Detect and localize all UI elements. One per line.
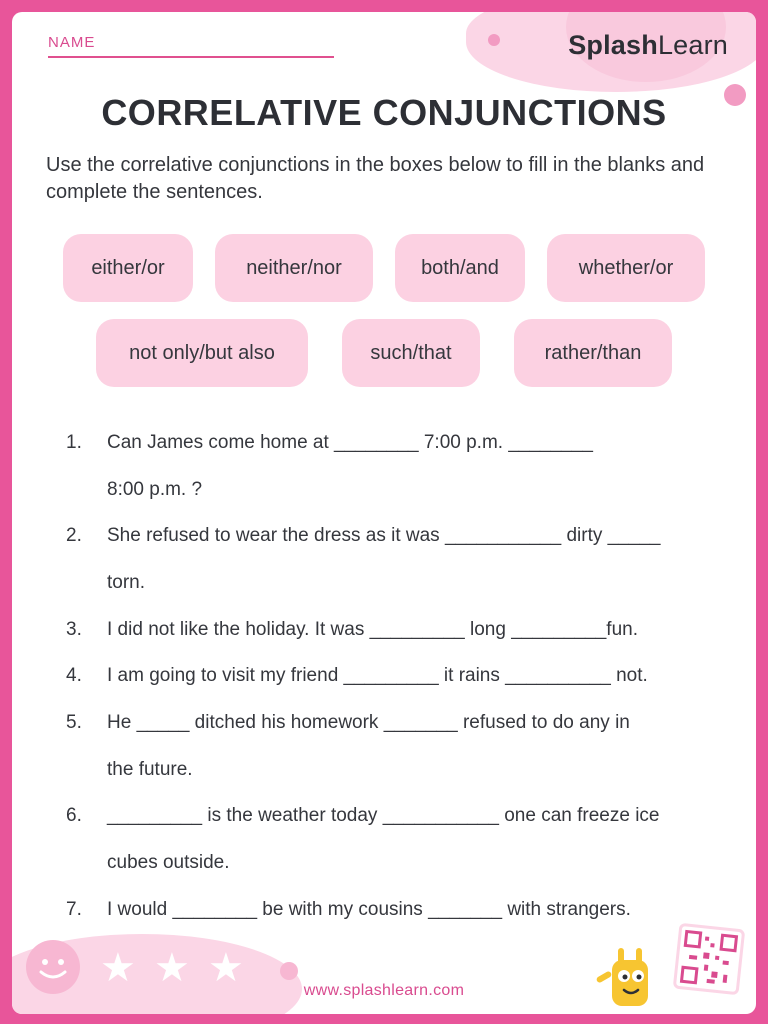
footer-url[interactable]: www.splashlearn.com bbox=[303, 982, 465, 999]
name-label: NAME bbox=[48, 34, 96, 51]
worksheet bbox=[12, 12, 756, 1014]
question-text: the future. bbox=[107, 759, 193, 780]
question-text: He _____ ditched his homework _______ refused to do any in bbox=[107, 712, 630, 733]
word-bank-pill: rather/than bbox=[514, 319, 672, 387]
question-text: She refused to wear the dress as it was ___________ dirty _____ bbox=[107, 525, 661, 546]
star-icon: ★ bbox=[100, 946, 136, 990]
decorative-dot bbox=[280, 962, 298, 980]
question-number: 4. bbox=[66, 665, 82, 686]
question-number: 6. bbox=[66, 805, 82, 826]
question-text: 8:00 p.m. ? bbox=[107, 479, 203, 500]
page-title: CORRELATIVE CONJUNCTIONS bbox=[101, 92, 667, 133]
splashlearn-logo: SplashLearn bbox=[568, 30, 728, 60]
question-number: 5. bbox=[66, 712, 82, 733]
question-number: 2. bbox=[66, 525, 82, 546]
word-bank-pill: both/and bbox=[395, 234, 525, 302]
word-bank-pill: either/or bbox=[63, 234, 193, 302]
word-bank-pill: neither/nor bbox=[215, 234, 373, 302]
question-number: 1. bbox=[66, 432, 82, 453]
star-icon: ★ bbox=[208, 946, 244, 990]
name-field-line[interactable] bbox=[48, 56, 334, 58]
mascot-icon bbox=[594, 944, 664, 1014]
star-icon: ★ bbox=[154, 946, 190, 990]
question-text: I did not like the holiday. It was _________ long _________fun. bbox=[107, 619, 638, 640]
question-number: 3. bbox=[66, 619, 82, 640]
word-bank-pill: such/that bbox=[342, 319, 480, 387]
word-bank-pill: whether/or bbox=[547, 234, 705, 302]
question-text: torn. bbox=[107, 572, 146, 593]
question-text: Can James come home at ________ 7:00 p.m. ________ bbox=[107, 432, 593, 453]
question-text: cubes outside. bbox=[107, 852, 230, 873]
question-number: 7. bbox=[66, 899, 82, 920]
word-bank-pill: not only/but also bbox=[96, 319, 308, 387]
instructions: Use the correlative conjunctions in the boxes below to fill in the blanks and complete the sentences. bbox=[46, 154, 705, 203]
question-text: _________ is the weather today ___________ one can freeze ice bbox=[107, 805, 660, 826]
question-text: I would ________ be with my cousins _______ with strangers. bbox=[107, 899, 631, 920]
question-text: I am going to visit my friend _________ it rains __________ not. bbox=[107, 665, 648, 686]
decorative-dot bbox=[488, 34, 500, 46]
qr-code-icon bbox=[673, 923, 746, 996]
